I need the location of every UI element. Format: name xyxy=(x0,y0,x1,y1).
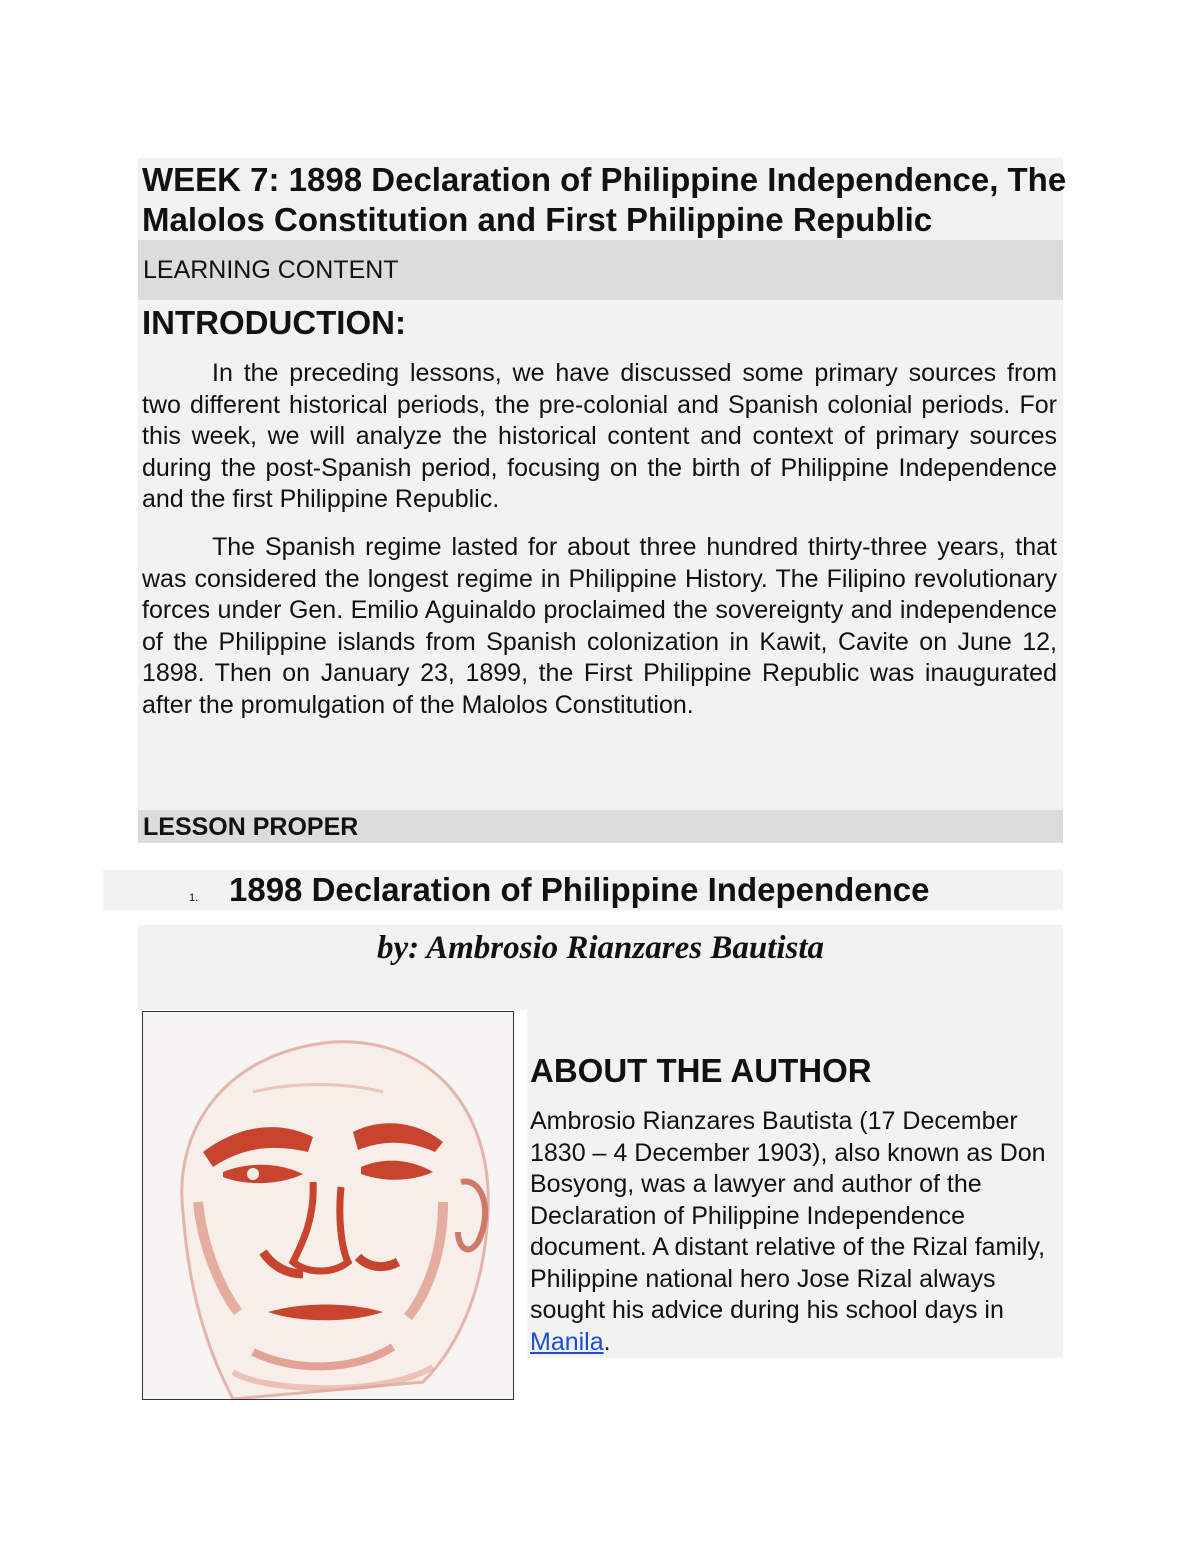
section-number: 1. xyxy=(189,892,199,904)
portrait-illustration xyxy=(143,1012,513,1399)
about-author-heading: ABOUT THE AUTHOR xyxy=(530,1052,872,1089)
page-title: WEEK 7: 1898 Declaration of Philippine Independence, The Malolos Constitution and First Philippine Republic xyxy=(142,161,1067,238)
author-byline: by: Ambrosio Rianzares Bautista xyxy=(376,930,825,966)
section-title: 1898 Declaration of Philippine Independence xyxy=(229,871,930,908)
about-author-body: Ambrosio Rianzares Bautista (17 December 1830 – 4 December 1903), also known as Don Bosyong, was a lawyer and author of the Declaration of Philippine Independence document. A distant relative of the Rizal family, Philippine national hero Jose Rizal always sought his advice during his school days in xyxy=(530,1107,1046,1324)
introduction-heading: INTRODUCTION: xyxy=(142,304,406,341)
learning-content-label: LEARNING CONTENT xyxy=(143,256,399,284)
introduction-paragraph-2: The Spanish regime lasted for about three hundred thirty-three years, that was considered the longest regime in Philippine History. The Filipino revolutionary forces under Gen. Emilio Aguinaldo proclaimed the sovereignty and independence of the Philippine islands from Spanish colonization in Kawit, Cavite on June 12, 1898. Then on January 23, 1899, the First Philippine Republic was inaugurated after the promulgation of the Malolos Constitution. xyxy=(142,533,1057,719)
manila-link[interactable]: Manila xyxy=(530,1327,604,1356)
about-author-text xyxy=(530,1106,1055,1358)
author-portrait xyxy=(142,1011,514,1400)
lesson-proper-label: LESSON PROPER xyxy=(143,813,359,841)
introduction-paragraph-1: In the preceding lessons, we have discussed some primary sources from two different historical periods, the pre-colonial and Spanish colonial periods. For this week, we will analyze the historical content and context of primary sources during the post-Spanish period, focusing on the birth of Philippine Independence and the first Philippine Republic. xyxy=(142,359,1057,513)
about-author-period: . xyxy=(603,1327,611,1356)
